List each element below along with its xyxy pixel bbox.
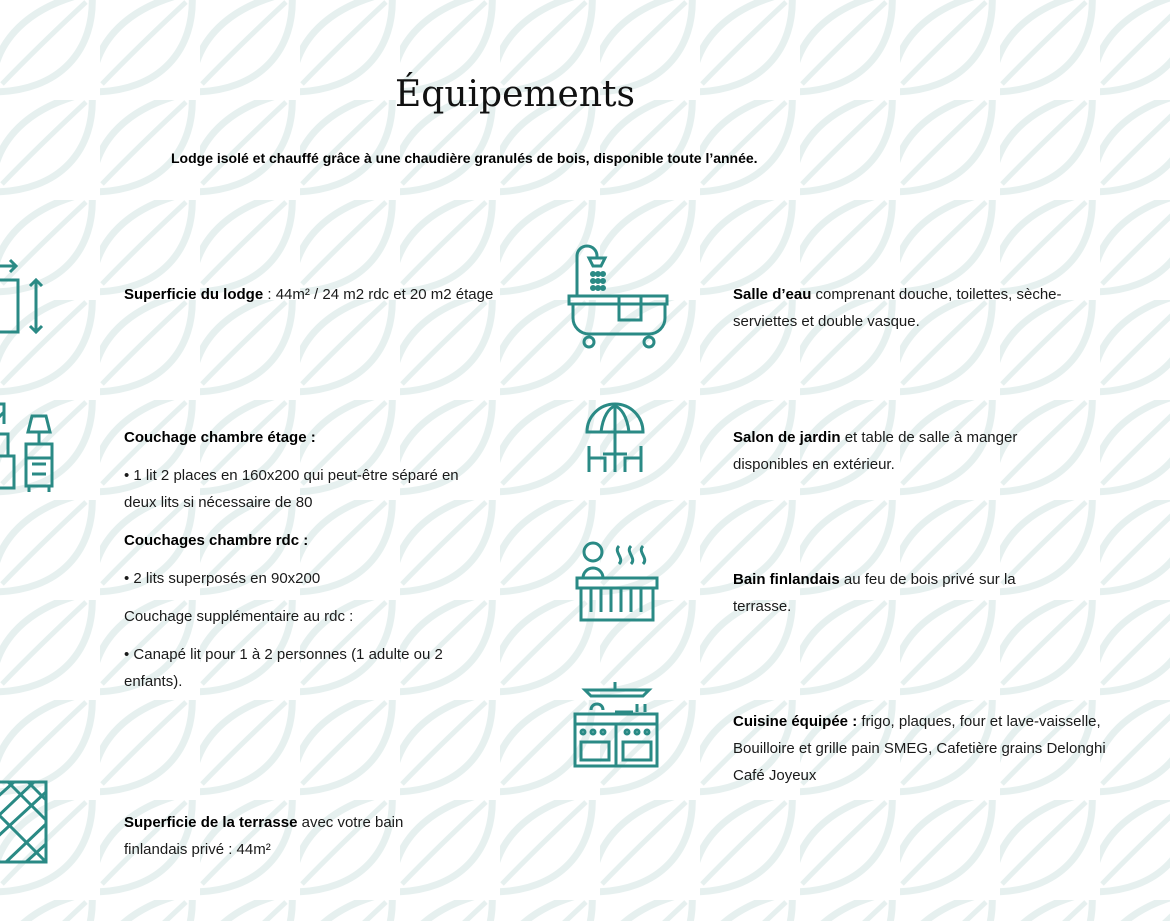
- hot-tub-icon: [575, 540, 659, 622]
- surface-area-icon: [0, 252, 50, 338]
- superficie-lodge-value: : 44m² / 24 m2 rdc et 20 m2 étage: [263, 286, 494, 303]
- couchage-supp-title: Couchage supplémentaire au rdc :: [124, 608, 354, 625]
- salle-eau-label: Salle d’eau: [733, 286, 812, 303]
- superficie-lodge-label: Superficie du lodge: [124, 286, 264, 303]
- superficie-terrasse-label: Superficie de la terrasse: [124, 814, 298, 831]
- kitchen-icon: [573, 680, 663, 768]
- salon-jardin-value: et table de salle à manger disponibles en extérieur.: [733, 429, 1018, 473]
- salle-eau-value: comprenant douche, toilettes, sèche-serviettes et double vasque.: [733, 286, 1062, 330]
- superficie-lodge-text: [124, 281, 504, 308]
- salle-eau-text: [733, 281, 1063, 335]
- section-title: Équipements: [395, 74, 635, 115]
- garden-umbrella-icon: [585, 402, 649, 476]
- salon-jardin-label: Salon de jardin: [733, 429, 841, 446]
- superficie-terrasse-value: avec votre bain finlandais privé : 44m²: [124, 814, 404, 858]
- cuisine-label: Cuisine équipée :: [733, 713, 858, 730]
- couchage-supp-text: • Canapé lit pour 1 à 2 personnes (1 adulte ou 2 enfants).: [124, 646, 443, 690]
- couchage-text: [124, 424, 494, 695]
- cuisine-value: frigo, plaques, four et lave-vaisselle, Bouilloire et grille pain SMEG, Cafetière grains Delonghi Café Joyeux: [733, 713, 1106, 784]
- salon-jardin-text: [733, 424, 1073, 478]
- bedroom-icon: [0, 400, 60, 494]
- couchage-rdc-text: • 2 lits superposés en 90x200: [124, 570, 321, 587]
- couchage-etage-title: Couchage chambre étage :: [124, 429, 316, 446]
- section-intro: Lodge isolé et chauffé grâce à une chaudière granulés de bois, disponible toute l’année.: [171, 150, 758, 166]
- bain-finlandais-text: [733, 566, 1073, 620]
- couchage-etage-text: • 1 lit 2 places en 160x200 qui peut-être séparé en deux lits si nécessaire de 80: [124, 467, 459, 511]
- superficie-terrasse-text: [124, 809, 454, 863]
- cuisine-text: [733, 708, 1113, 789]
- bain-finlandais-label: Bain finlandais: [733, 571, 840, 588]
- couchage-rdc-title: Couchages chambre rdc :: [124, 532, 309, 549]
- terrace-floor-icon: [0, 780, 50, 866]
- bathtub-shower-icon: [567, 244, 671, 350]
- bain-finlandais-value: au feu de bois privé sur la terrasse.: [733, 571, 1016, 615]
